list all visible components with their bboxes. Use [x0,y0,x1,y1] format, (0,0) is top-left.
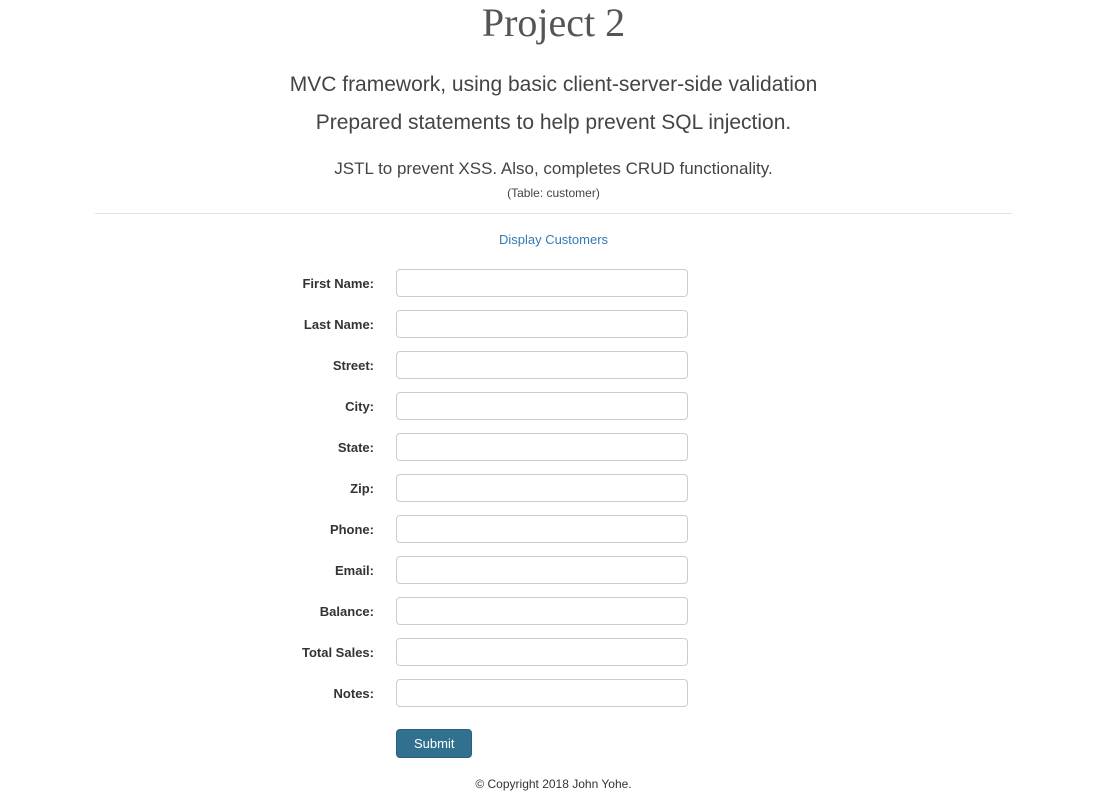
form-row-balance [0,591,1107,632]
form-row-email [0,550,1107,591]
submit-row [0,729,1107,758]
label-notes: Notes: [333,685,374,701]
footer-copyright: © Copyright 2018 John Yohe. [475,776,632,791]
input-balance[interactable] [396,597,688,625]
label-first-name: First Name: [302,275,374,291]
form-row-city [0,386,1107,427]
form-row-total-sales [0,632,1107,673]
subtitle-line-1: MVC framework, using basic client-server-side validation [289,73,818,96]
subtitle-line-3: JSTL to prevent XSS. Also, completes CRUD functionality. [334,158,773,178]
input-first-name[interactable] [396,269,688,297]
form-row-state [0,427,1107,468]
input-city[interactable] [396,392,688,420]
label-zip: Zip: [350,480,374,496]
label-state: State: [337,439,374,455]
label-city: City: [345,398,374,414]
label-total-sales: Total Sales: [301,644,374,660]
form-row-zip [0,468,1107,509]
customer-form [0,263,1107,758]
form-row-street [0,345,1107,386]
input-zip[interactable] [396,474,688,502]
page-subtitle [0,70,1107,139]
form-row-first-name [0,263,1107,304]
page-title: Project 2 [481,0,626,45]
form-row-notes [0,673,1107,714]
header-divider [95,213,1012,214]
display-customers-link-wrap [0,231,1107,249]
input-phone[interactable] [396,515,688,543]
input-state[interactable] [396,433,688,461]
input-street[interactable] [396,351,688,379]
input-email[interactable] [396,556,688,584]
subtitle-line-2: Prepared statements to help prevent SQL injection. [315,111,792,135]
display-customers-link[interactable]: Display Customers [498,231,609,247]
submit-spacer [0,729,396,758]
input-total-sales[interactable] [396,638,688,666]
label-phone: Phone: [329,521,374,537]
table-note: (Table: customer) [507,185,600,200]
form-row-phone [0,509,1107,550]
submit-button[interactable]: Submit [396,729,472,758]
input-last-name[interactable] [396,310,688,338]
label-email: Email: [334,562,374,578]
input-notes[interactable] [396,679,688,707]
label-last-name: Last Name: [303,316,374,332]
label-balance: Balance: [319,603,374,619]
form-row-last-name [0,304,1107,345]
label-street: Street: [332,357,374,373]
